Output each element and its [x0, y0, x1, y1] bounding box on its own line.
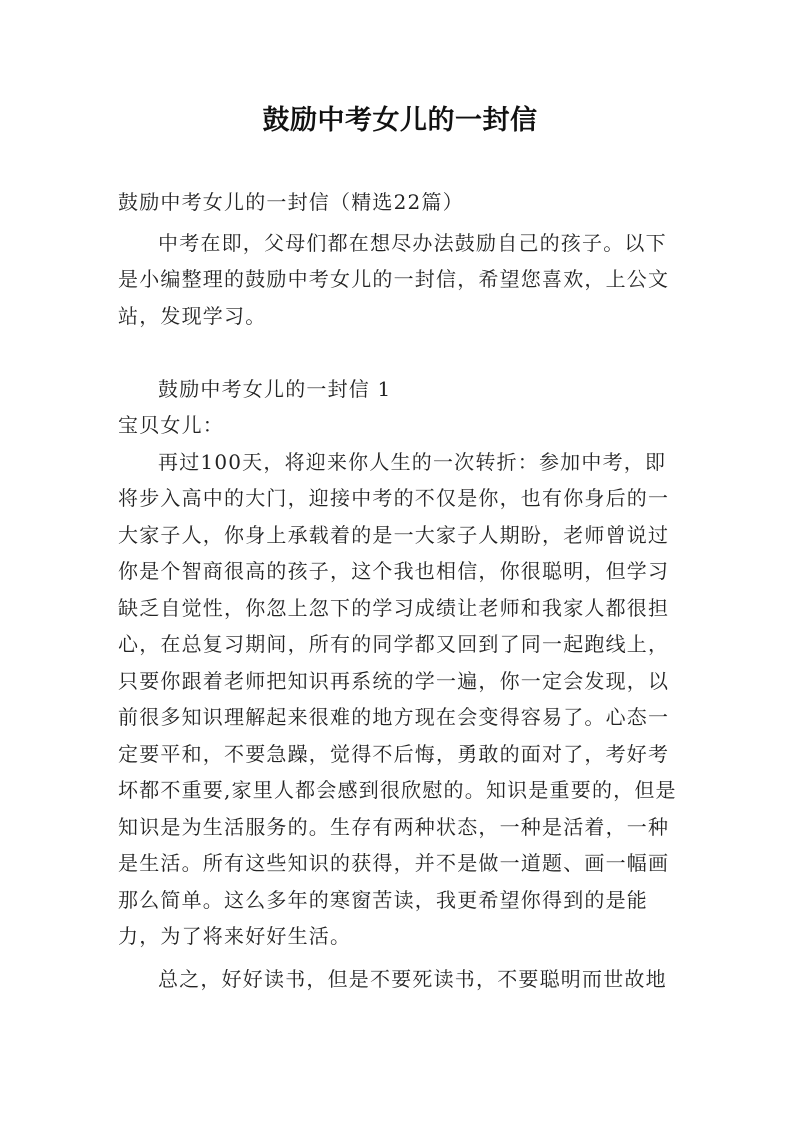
letter-heading: 鼓励中考女儿的一封信 1 [158, 376, 392, 401]
salutation: 宝贝女儿： [118, 413, 224, 437]
document-subtitle: 鼓励中考女儿的一封信（精选22篇） [118, 190, 464, 214]
document-title: 鼓励中考女儿的一封信 [262, 105, 538, 136]
body-paragraph-1: 再过100天，将迎来你人生的一次转折：参加中考，即将步入高中的大门，迎接中考的不仅是你，也有你身后的一大家子人，你身上承载着的是一大家子人期盼，老师曾说过你是个智商很高的孩子，这个我也相信，你很聪明，但学习缺乏自觉性，你忽上忽下的学习成绩让老师和我家人都很担心，在总复习期间，所有的同学都又回到了同一起跑线上，只要你跟着老师把知识再系统的学一遍，你一定会发现，以前很多知识理解起来很难的地方现在会变得容易了。心态一定要平和，不要急躁，觉得不后悔，勇敢的面对了，考好考坏都不重要,家里人都会感到很欣慰的。知识是重要的，但是知识是为生活服务的。生存有两种状态，一种是活着，一种是生活。所有这些知识的获得，并不是做一道题、画一幅画那么简单。这么多年的寒窗苦读，我更希望你得到的是能力，为了将来好好生活。 [118, 449, 677, 948]
intro-paragraph: 中考在即，父母们都在想尽办法鼓励自己的孩子。以下是小编整理的鼓励中考女儿的一封信，希望您喜欢，上公文站，发现学习。 [118, 230, 670, 328]
body-paragraph-2: 总之，好好读书，但是不要死读书，不要聪明而世故地 [158, 966, 667, 991]
document-body [118, 184, 686, 997]
